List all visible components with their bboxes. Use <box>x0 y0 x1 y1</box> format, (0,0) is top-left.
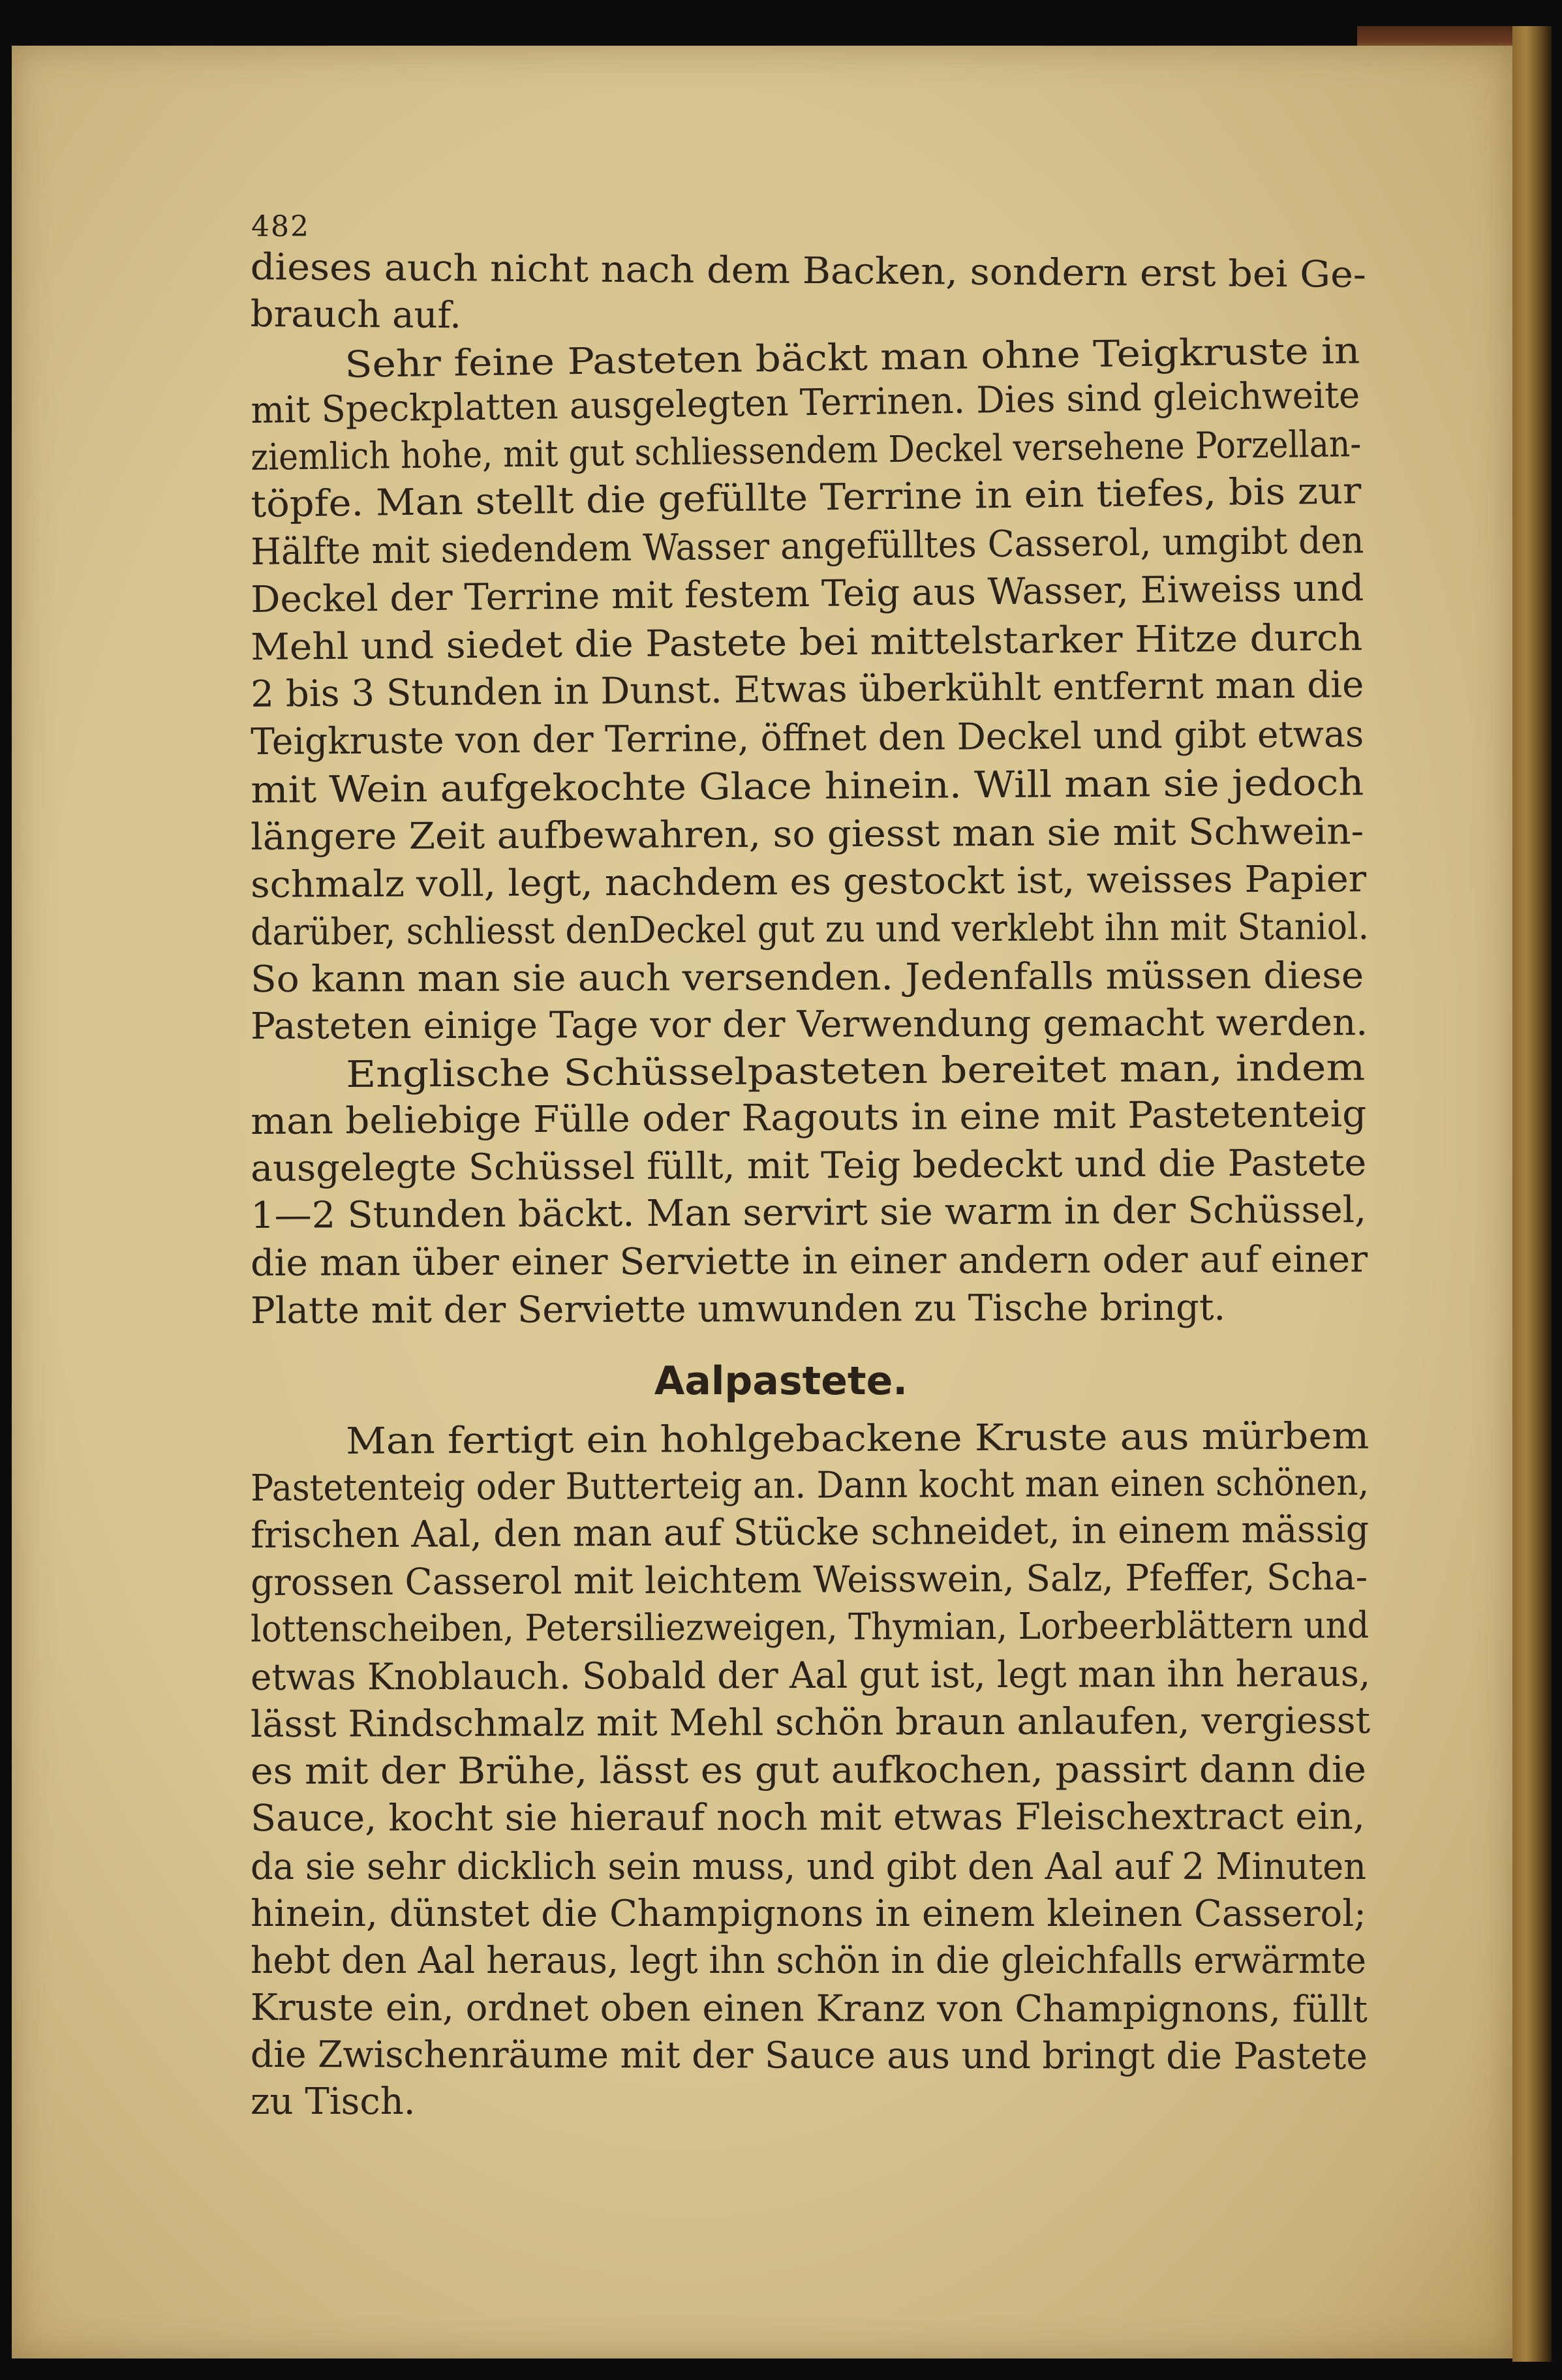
text-line: es mit der Brühe, lässt es gut aufkochen, passirt dann die <box>250 1748 1367 1793</box>
text-line: Man fertigt ein hohlgebackene Kruste aus mürbem <box>345 1414 1370 1463</box>
text-line: lottenscheiben, Petersiliezweigen, Thymian, Lorbeerblättern und <box>250 1604 1370 1651</box>
text-line: dieses auch nicht nach dem Backen, sondern erst bei Ge- <box>250 246 1366 296</box>
text-line: 2 bis 3 Stunden in Dunst. Etwas überkühlt entfernt man die <box>250 664 1364 716</box>
text-line: ausgelegte Schüssel füllt, mit Teig bedeckt und die Pastete <box>250 1142 1367 1190</box>
text-line: Hälfte mit siedendem Wasser angefülltes Casserol, umgibt den <box>250 519 1364 573</box>
text-line: Deckel der Terrine mit festem Teig aus Wasser, Eiweiss und <box>250 567 1364 621</box>
text-line: die Zwischenräume mit der Sauce aus und bringt die Pastete <box>250 2034 1368 2078</box>
text-line: Pasteten einige Tage vor der Verwendung gemacht werden. <box>250 1001 1368 1048</box>
text-line: So kann man sie auch versenden. Jedenfalls müssen diese <box>250 954 1364 1001</box>
text-line: Sauce, kocht sie hierauf noch mit etwas Fleischextract ein, <box>250 1795 1366 1840</box>
text-line: Pastetenteig oder Butterteig an. Dann kocht man einen schönen, <box>250 1461 1370 1510</box>
text-line: darüber, schliesst denDeckel gut zu und verklebt ihn mit Staniol. <box>250 906 1370 954</box>
text-line: ziemlich hohe, mit gut schliessendem Deckel versehene Porzellan- <box>250 423 1362 479</box>
text-line: töpfe. Man stellt die gefüllte Terrine in ein tiefes, bis zur <box>250 470 1362 526</box>
text-line: Mehl und siedet die Pastete bei mittelstarker Hitze durch <box>250 617 1363 669</box>
text-line: Englische Schüsselpasteten bereitet man, indem <box>345 1046 1366 1096</box>
text-line: Sehr feine Pasteten bäckt man ohne Teigkruste in <box>344 329 1360 386</box>
section-heading: Aalpastete. <box>654 1358 908 1404</box>
text-line: schmalz voll, legt, nachdem es gestockt ist, weisses Papier <box>250 858 1367 906</box>
text-line: Platte mit der Serviette umwunden zu Tische bringt. <box>250 1286 1226 1332</box>
text-line: mit Speckplatten ausgelegten Terrinen. Dies sind gleichweite <box>250 374 1360 432</box>
text-line: hinein, dünstet die Champignons in einem kleinen Casserol; <box>251 1893 1367 1935</box>
text-line: Kruste ein, ordnet oben einen Kranz von Champignons, füllt <box>250 1987 1368 2031</box>
text-line: etwas Knoblauch. Sobald der Aal gut ist, legt man ihn heraus, <box>250 1653 1371 1699</box>
text-line: mit Wein aufgekochte Glace hinein. Will man sie jedoch <box>250 761 1364 812</box>
text-line: hebt den Aal heraus, legt ihn schön in die gleichfalls erwärmte <box>251 1940 1366 1982</box>
text-line: frischen Aal, den man auf Stücke schneidet, in einem mässig <box>250 1508 1370 1557</box>
text-line: längere Zeit aufbewahren, so giesst man sie mit Schwein- <box>250 810 1364 859</box>
text-line: die man über einer Serviette in einer andern oder auf einer <box>250 1238 1368 1285</box>
text-line: Teigkruste von der Terrine, öffnet den Deckel und gibt etwas <box>250 713 1364 763</box>
page-number: 482 <box>251 210 310 243</box>
text-line: grossen Casserol mit leichtem Weisswein, Salz, Pfeffer, Scha- <box>250 1556 1368 1604</box>
text-line: zu Tisch. <box>251 2081 416 2123</box>
text-line: 1—2 Stunden bäckt. Man servirt sie warm in der Schüssel, <box>250 1189 1367 1237</box>
text-line: lässt Rindschmalz mit Mehl schön braun anlaufen, vergiesst <box>250 1700 1371 1746</box>
text-line: da sie sehr dicklich sein muss, und gibt den Aal auf 2 Minuten <box>251 1846 1366 1888</box>
text-line: man beliebige Fülle oder Ragouts in eine mit Pastetenteig <box>250 1093 1367 1143</box>
text-line: brauch auf. <box>250 293 462 337</box>
